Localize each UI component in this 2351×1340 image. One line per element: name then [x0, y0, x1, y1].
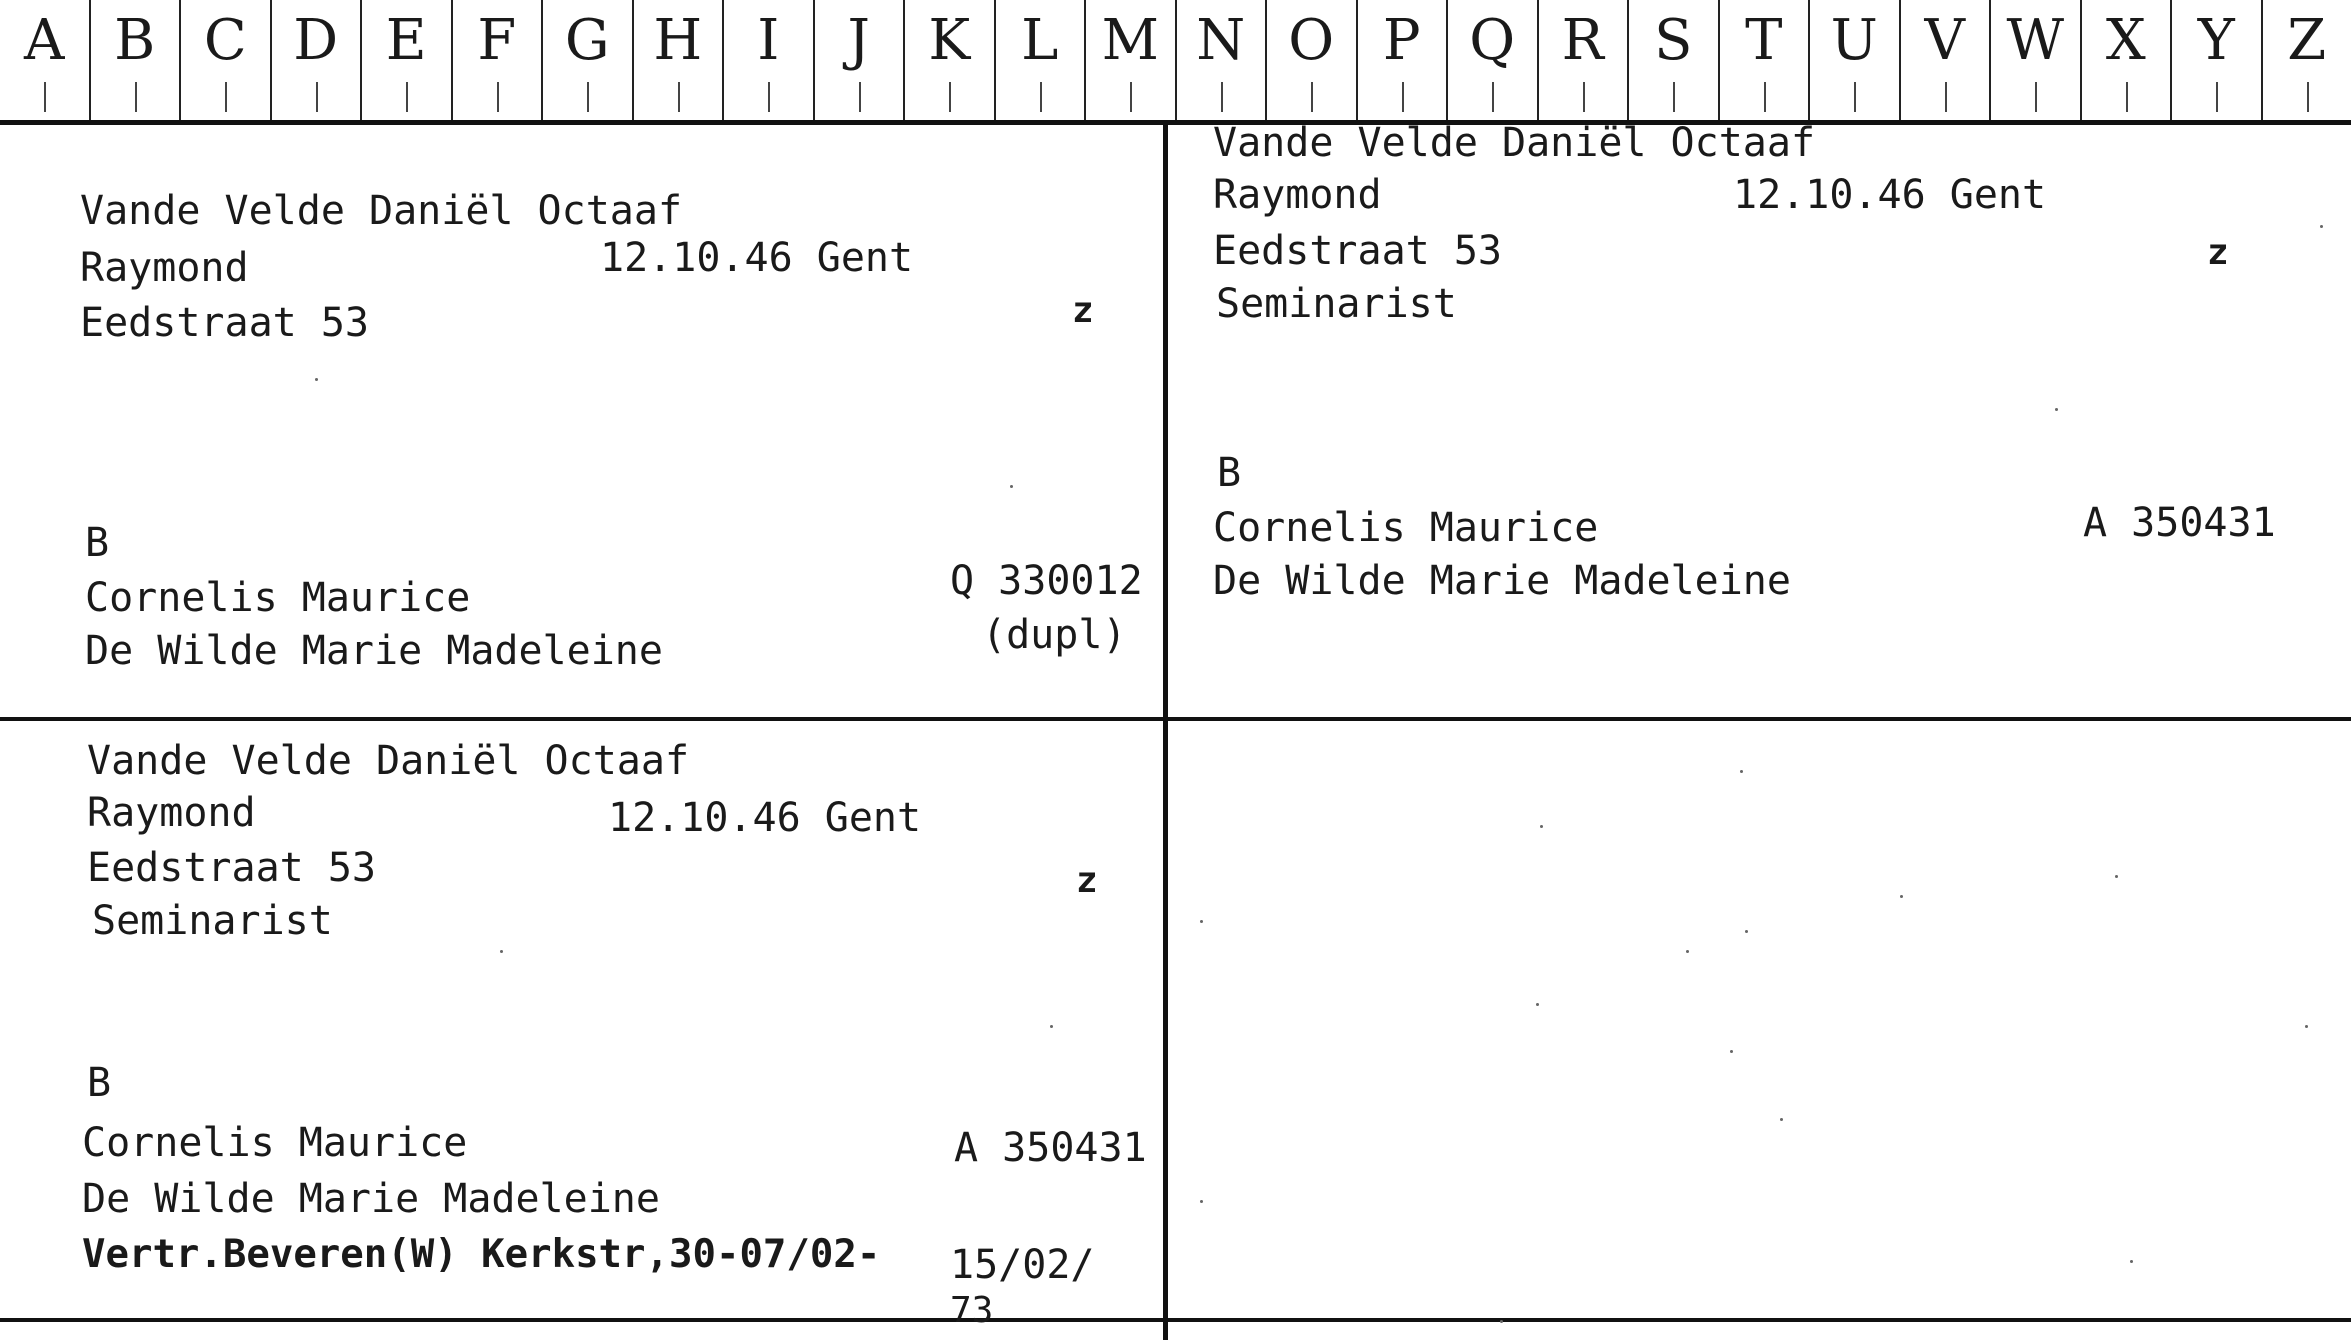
- card-section: B: [87, 1060, 112, 1106]
- alphabet-letter-w: W: [1991, 0, 2082, 120]
- alphabet-letter-a: A: [0, 0, 91, 120]
- alphabet-letter-f: F: [453, 0, 544, 120]
- alphabet-letter-y: Y: [2172, 0, 2263, 120]
- card-code: A 350431: [2083, 500, 2276, 546]
- card-birth: 12.10.46 Gent: [608, 795, 922, 841]
- card-occupation: Seminarist: [1216, 281, 1457, 327]
- card-code: A 350431: [954, 1125, 1147, 1171]
- vertical-divider: [1163, 125, 1168, 1340]
- alphabet-letter-q: Q: [1448, 0, 1539, 120]
- card-code-note: (dupl): [982, 612, 1127, 658]
- card-address: Eedstraat 53: [87, 845, 376, 891]
- card-name: Vande Velde Daniël Octaaf: [1213, 120, 1816, 166]
- alphabet-letter-x: X: [2082, 0, 2173, 120]
- card-remark: Vertr.Beveren(W) Kerkstr,30-07/02-: [82, 1232, 881, 1277]
- alphabet-letter-z: Z: [2263, 0, 2351, 120]
- alphabet-letter-v: V: [1901, 0, 1992, 120]
- alphabet-letter-p: P: [1358, 0, 1449, 120]
- card-name-continued: Raymond: [1213, 172, 1382, 218]
- card-section: B: [1217, 450, 1242, 496]
- card-father: Cornelis Maurice: [85, 575, 471, 621]
- alphabet-letter-r: R: [1539, 0, 1630, 120]
- card-name: Vande Velde Daniël Octaaf: [87, 738, 690, 784]
- card-birth: 12.10.46 Gent: [1733, 172, 2047, 218]
- card-mother: De Wilde Marie Madeleine: [82, 1176, 660, 1222]
- card-address: Eedstraat 53: [1213, 228, 1502, 274]
- card-name-continued: Raymond: [87, 790, 256, 836]
- alphabet-letter-t: T: [1720, 0, 1811, 120]
- alphabet-letter-i: I: [724, 0, 815, 120]
- card-remark-date: 15/02/: [950, 1242, 1095, 1288]
- alphabet-letter-u: U: [1810, 0, 1901, 120]
- card-name-continued: Raymond: [80, 245, 249, 291]
- alphabet-letter-m: M: [1086, 0, 1177, 120]
- horizontal-divider: [0, 717, 2351, 721]
- alphabet-letter-o: O: [1267, 0, 1358, 120]
- card-address: Eedstraat 53: [80, 300, 369, 346]
- alphabet-letter-g: G: [543, 0, 634, 120]
- card-marker: z: [1072, 290, 1094, 331]
- card-occupation: Seminarist: [92, 898, 333, 944]
- alphabet-letter-k: K: [905, 0, 996, 120]
- alphabet-letter-j: J: [815, 0, 906, 120]
- alphabet-letter-e: E: [362, 0, 453, 120]
- card-father: Cornelis Maurice: [1213, 505, 1599, 551]
- card-section: B: [85, 520, 110, 566]
- card-name: Vande Velde Daniël Octaaf: [80, 188, 683, 234]
- alphabet-letter-d: D: [272, 0, 363, 120]
- alphabet-letter-l: L: [996, 0, 1087, 120]
- card-mother: De Wilde Marie Madeleine: [1213, 558, 1791, 604]
- alphabet-letter-s: S: [1629, 0, 1720, 120]
- card-marker: z: [1076, 860, 1098, 901]
- alphabet-index-bar: [0, 0, 2351, 125]
- alphabet-letter-b: B: [91, 0, 182, 120]
- card-marker: z: [2207, 232, 2229, 273]
- alphabet-letter-h: H: [634, 0, 725, 120]
- bottom-divider: [0, 1318, 2351, 1322]
- card-father: Cornelis Maurice: [82, 1120, 468, 1166]
- card-birth: 12.10.46 Gent: [600, 235, 914, 281]
- card-mother: De Wilde Marie Madeleine: [85, 628, 663, 674]
- alphabet-letter-n: N: [1177, 0, 1268, 120]
- card-code: Q 330012: [950, 558, 1143, 604]
- alphabet-letter-c: C: [181, 0, 272, 120]
- card-remark-year: 73: [950, 1290, 994, 1331]
